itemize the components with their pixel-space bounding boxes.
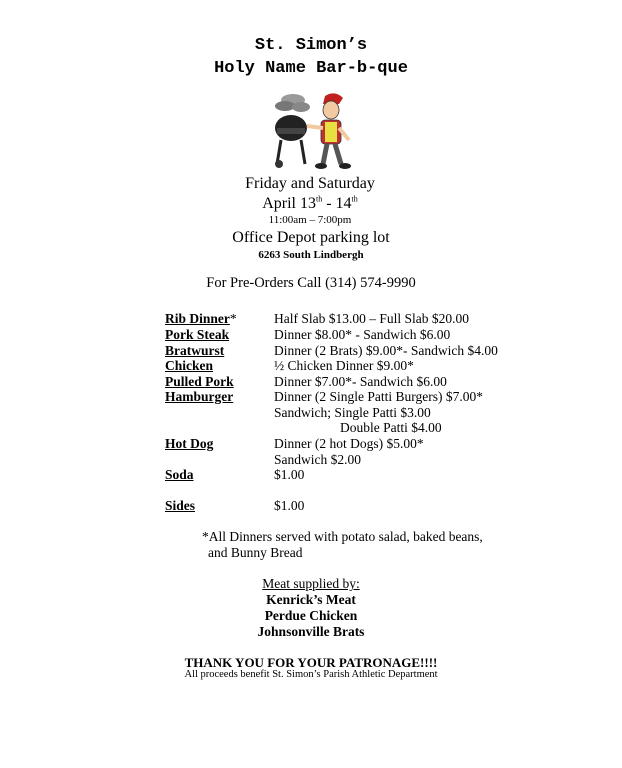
rib-dinner-price: Half Slab $13.00 – Full Slab $20.00	[274, 311, 469, 326]
preorder-phone: For Pre-Orders Call (314) 574-9990	[206, 275, 416, 291]
menu-item-soda: Soda	[165, 467, 194, 482]
rib-dinner-label: Rib Dinner	[165, 311, 230, 326]
title-line-2: Holy Name Bar-b-que	[214, 59, 408, 78]
pork-steak-price: Dinner $8.00* - Sandwich $6.00	[274, 327, 451, 342]
chicken-price: ½ Chicken Dinner $9.00*	[274, 358, 414, 373]
hot-dog-price-sandwich: Sandwich $2.00	[274, 452, 361, 467]
dinners-note-line-1: *All Dinners served with potato salad, baked beans,	[202, 529, 483, 544]
date-prefix: April 13	[262, 195, 316, 212]
title-line-1: St. Simon’s	[254, 36, 368, 55]
suppliers-heading: Meat supplied by:	[262, 576, 360, 591]
date-mid: - 14	[322, 195, 352, 212]
soda-price: $1.00	[274, 467, 305, 482]
supplier-perdue: Perdue Chicken	[264, 608, 358, 623]
menu-item-chicken: Chicken	[165, 358, 214, 373]
menu-item-pulled-pork: Pulled Pork	[165, 374, 234, 389]
menu-item-hot-dog: Hot Dog	[165, 436, 214, 451]
event-days: Friday and Saturday	[245, 175, 375, 192]
menu-item-rib-dinner	[165, 311, 237, 327]
date-sup-2: th	[351, 194, 358, 204]
proceeds-note: All proceeds benefit St. Simon’s Parish Athletic Department	[184, 669, 438, 680]
event-dates	[262, 195, 358, 213]
hamburger-price-dinner: Dinner (2 Single Patti Burgers) $7.00*	[274, 389, 483, 404]
supplier-kenricks: Kenrick’s Meat	[266, 592, 356, 607]
rib-dinner-star: *	[229, 311, 237, 326]
supplier-johnsonville: Johnsonville Brats	[257, 624, 365, 639]
dinners-note-line-2: and Bunny Bread	[208, 545, 303, 560]
event-address: 6263 South Lindbergh	[258, 249, 364, 261]
thank-you-banner: THANK YOU FOR YOUR PATRONAGE!!!!	[184, 655, 438, 670]
hot-dog-price-dinner: Dinner (2 hot Dogs) $5.00*	[274, 436, 424, 451]
event-location: Office Depot parking lot	[232, 229, 390, 246]
menu-item-bratwurst: Bratwurst	[165, 343, 225, 358]
sides-price: $1.00	[274, 498, 305, 513]
menu-item-pork-steak: Pork Steak	[165, 327, 230, 342]
bbq-chef-clipart-icon	[265, 88, 355, 170]
hamburger-price-double: Double Patti $4.00	[340, 420, 442, 435]
event-hours: 11:00am – 7:00pm	[268, 214, 352, 226]
menu-item-hamburger: Hamburger	[165, 389, 234, 404]
hamburger-price-single: Sandwich; Single Patti $3.00	[274, 405, 431, 420]
menu-item-sides: Sides	[165, 498, 196, 513]
date-sup-1: th	[315, 194, 323, 204]
pulled-pork-price: Dinner $7.00*- Sandwich $6.00	[274, 374, 447, 389]
bratwurst-price: Dinner (2 Brats) $9.00*- Sandwich $4.00	[274, 343, 498, 358]
